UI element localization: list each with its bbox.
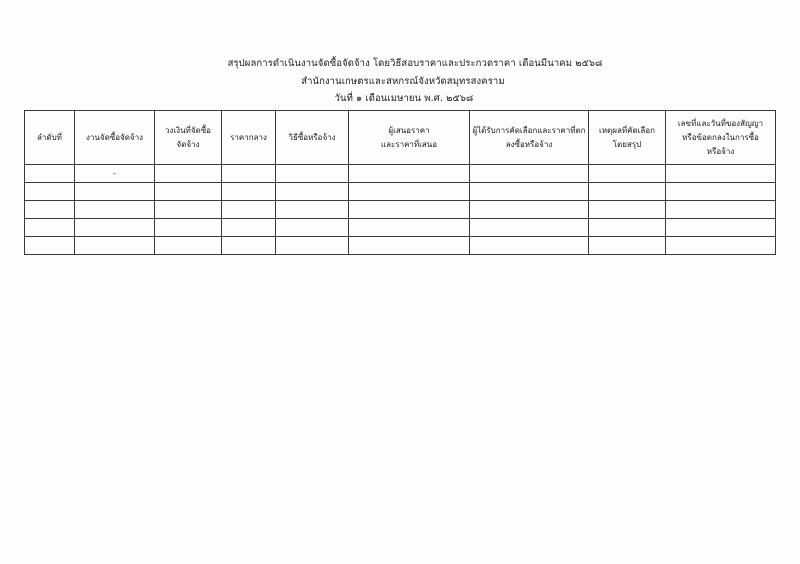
report-date: วันที่ ๑ เดือนเมษายน พ.ศ. ๒๕๖๘ — [334, 93, 474, 104]
table-cell — [222, 165, 276, 183]
table-cell — [75, 201, 155, 219]
column-header-selected-vendor: ผู้ได้รับการคัดเลือกและราคาที่ตก ลงซื้อหรือจ้าง — [470, 111, 589, 165]
table-cell — [666, 219, 776, 237]
table-cell — [470, 165, 589, 183]
office-name: สำนักงานเกษตรและสหกรณ์จังหวัดสมุทรสงคราม — [301, 75, 505, 87]
table-cell — [349, 219, 470, 237]
table-row — [25, 237, 776, 255]
table-cell — [666, 201, 776, 219]
table-cell — [25, 183, 75, 201]
table-cell — [349, 237, 470, 255]
table-cell — [75, 219, 155, 237]
table-cell — [222, 183, 276, 201]
table-cell — [155, 237, 222, 255]
table-cell — [470, 183, 589, 201]
table-cell — [155, 165, 222, 183]
table-cell — [470, 201, 589, 219]
table-row — [25, 165, 776, 183]
table-cell — [222, 201, 276, 219]
column-header-contract: เลขที่และวันที่ของสัญญา หรือข้อตกลงในการซื้อ หรือจ้าง — [666, 111, 776, 165]
column-header-budget: วงเงินที่จัดซื้อ จัดจ้าง — [155, 111, 222, 165]
report-title: สรุปผลการดำเนินงานจัดซื้อจัดจ้าง โดยวิธีสอบราคาและประกวดราคา เดือนมีนาคม ๒๕๖๘ — [227, 58, 603, 69]
table-cell — [25, 237, 75, 255]
column-header-reason: เหตุผลที่คัดเลือก โดยสรุป — [589, 111, 666, 165]
table-cell — [470, 237, 589, 255]
procurement-summary-table — [24, 110, 776, 255]
table-cell — [589, 183, 666, 201]
column-header-procurement-item: งานจัดซื้อจัดจ้าง — [75, 111, 155, 165]
table-cell — [276, 201, 349, 219]
table-row — [25, 201, 776, 219]
table-cell — [470, 219, 589, 237]
table-cell — [666, 183, 776, 201]
table-cell — [75, 237, 155, 255]
table-cell — [25, 165, 75, 183]
table-cell — [666, 165, 776, 183]
table-cell — [589, 201, 666, 219]
table-cell — [25, 219, 75, 237]
table-cell — [222, 237, 276, 255]
table-cell — [276, 237, 349, 255]
column-header-sequence: ลำดับที่ — [25, 111, 75, 165]
table-row — [25, 183, 776, 201]
table-cell — [222, 219, 276, 237]
table-cell — [666, 237, 776, 255]
table-cell — [589, 219, 666, 237]
table-cell — [349, 183, 470, 201]
table-cell — [349, 165, 470, 183]
table-cell — [25, 201, 75, 219]
table-cell — [349, 201, 470, 219]
column-header-median-price: ราคากลาง — [222, 111, 276, 165]
table-cell — [276, 219, 349, 237]
document-header — [0, 55, 800, 108]
table-cell — [589, 165, 666, 183]
table-cell — [276, 183, 349, 201]
table-cell — [155, 219, 222, 237]
table-cell — [75, 183, 155, 201]
table-cell — [155, 183, 222, 201]
table-cell — [155, 201, 222, 219]
table-header-row — [25, 111, 776, 165]
column-header-method: วิธีซื้อหรือจ้าง — [276, 111, 349, 165]
table-cell: - — [75, 165, 155, 183]
column-header-bidders: ผู้เสนอราคา และราคาที่เสนอ — [349, 111, 470, 165]
table-cell — [276, 165, 349, 183]
table-row — [25, 219, 776, 237]
table-cell — [589, 237, 666, 255]
